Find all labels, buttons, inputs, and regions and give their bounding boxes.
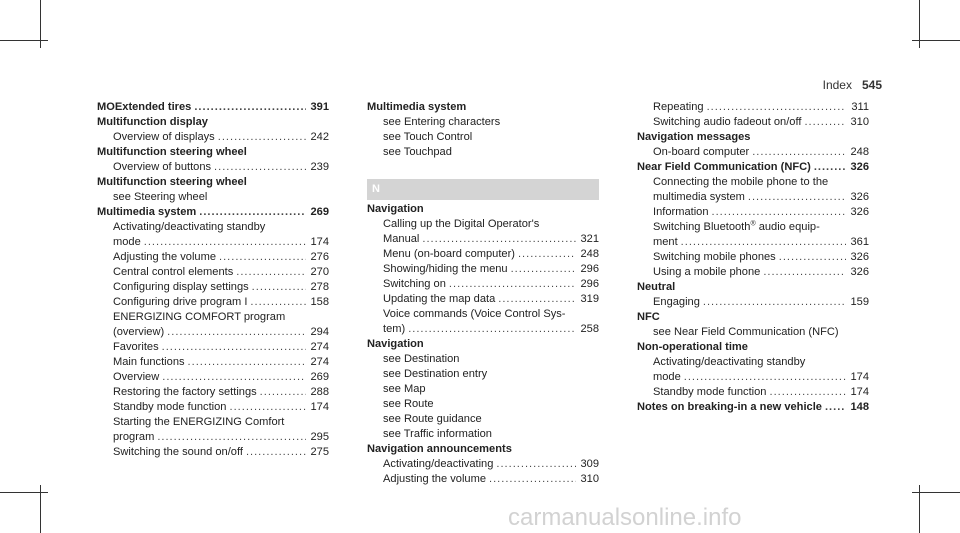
entry-text: mode [653,371,681,383]
index-subentry[interactable] [97,445,329,460]
dot-leader [162,370,306,385]
index-entry [637,310,869,325]
dot-leader [144,235,306,250]
dot-leader [422,232,576,247]
entry-text: see Traffic information [383,428,492,440]
index-subentry [367,412,599,427]
index-subentry [367,115,599,130]
index-column-3 [637,100,869,415]
entry-text: see Near Field Communication (NFC) [653,326,839,338]
index-entry [97,145,329,160]
dot-leader [157,430,306,445]
dot-leader [229,400,306,415]
entry-text: Restoring the factory settings [113,386,257,398]
dot-leader [498,292,576,307]
page-reference[interactable]: 278 [310,281,329,293]
entry-text: see Entering characters [383,116,501,128]
entry-text: Manual [383,233,420,245]
entry-text: Switching audio fadeout on/off [653,116,802,128]
entry-text: Main functions [113,356,185,368]
index-subentry [97,310,329,325]
entry-text: Configuring drive program I [113,296,248,308]
index-entry [367,442,599,457]
dot-leader [712,205,847,220]
dot-leader [218,130,306,145]
entry-text: see Map [383,383,426,395]
page-reference[interactable]: 276 [310,251,329,263]
index-subentry[interactable] [97,325,329,340]
index-subentry[interactable] [637,265,869,280]
page-reference[interactable]: 275 [310,446,329,458]
entry-text: see Destination [383,353,460,365]
dot-leader [489,472,576,487]
entry-text: NFC [637,311,660,323]
dot-leader [496,457,576,472]
dot-leader [250,295,306,310]
entry-text: Multifunction display [97,116,208,128]
entry-text: Activating/deactivating [383,458,494,470]
index-subentry [367,427,599,442]
entry-text: Switching mobile phones [653,251,776,263]
page-reference[interactable]: 158 [310,296,329,308]
entry-text: Standby mode function [113,401,227,413]
index-subentry[interactable] [637,205,869,220]
index-entry [637,340,869,355]
index-subentry[interactable] [97,385,329,400]
dot-leader [703,295,846,310]
entry-text: Non-operational time [637,341,748,353]
entry-text: Activating/deactivating standby [653,356,806,368]
index-entry [367,202,599,217]
page-reference[interactable]: 311 [851,101,869,113]
entry-text: Multifunction steering wheel [97,176,247,188]
index-subentry[interactable] [97,430,329,445]
index-subentry [367,217,599,232]
watermark: carmanualsonline.info [508,504,742,531]
index-entry [97,175,329,190]
entry-text: MOExtended tires [97,101,192,113]
entry-text: Configuring display settings [113,281,249,293]
page-reference[interactable]: 248 [850,146,869,158]
index-subentry[interactable] [637,190,869,205]
index-subentry[interactable] [97,265,329,280]
index-subentry[interactable] [637,250,869,265]
entry-text: Multifunction steering wheel [97,146,247,158]
index-column-2 [367,100,599,487]
index-subentry[interactable] [97,295,329,310]
index-subentry[interactable] [97,370,329,385]
dot-leader [814,160,846,175]
crop-mark [912,40,960,41]
dot-leader [825,400,846,415]
dot-leader [748,190,846,205]
index-subentry [97,190,329,205]
superscript-mark: ® [750,220,756,228]
page-reference[interactable]: 319 [580,293,599,305]
entry-text: Central control elements [113,266,234,278]
entry-text: ENERGIZING COMFORT program [113,311,286,323]
page-reference[interactable]: 159 [850,296,869,308]
entry-text: Using a mobile phone [653,266,761,278]
dot-leader [252,280,306,295]
page-reference[interactable]: 326 [850,191,869,203]
index-subentry[interactable] [637,145,869,160]
page-reference[interactable]: 310 [580,473,599,485]
dot-leader [167,325,306,340]
dot-leader [214,160,306,175]
spacer [367,160,599,175]
page-reference[interactable]: 242 [310,131,329,143]
dot-leader [518,247,576,262]
index-subentry[interactable] [367,262,599,277]
index-entry[interactable] [97,205,329,220]
page-reference[interactable]: 270 [310,266,329,278]
page-reference[interactable]: 309 [580,458,599,470]
index-subentry [367,307,599,322]
entry-text: Navigation [367,203,424,215]
dot-leader [449,277,576,292]
entry-text: multimedia system [653,191,745,203]
page-reference[interactable]: 288 [310,386,329,398]
index-subentry [637,355,869,370]
dot-leader [779,250,846,265]
entry-text: Overview of displays [113,131,215,143]
index-subentry [367,367,599,382]
page-reference[interactable]: 258 [580,323,599,335]
dot-leader [188,355,306,370]
index-subentry[interactable] [637,115,869,130]
entry-text-continued: audio equip- [755,221,820,233]
index-subentry [97,415,329,430]
dot-leader [199,205,306,220]
index-subentry [367,382,599,397]
page-number: 545 [861,78,882,92]
dot-leader [408,322,576,337]
index-subentry [637,220,869,235]
dot-leader [162,340,306,355]
page-reference[interactable]: 361 [850,236,869,248]
entry-text: see Steering wheel [113,191,208,203]
entry-text: see Route [383,398,434,410]
entry-text: Engaging [653,296,700,308]
page-reference[interactable]: 321 [580,233,599,245]
index-subentry[interactable] [637,370,869,385]
entry-text: see Touchpad [383,146,452,158]
page-reference[interactable]: 174 [310,401,329,413]
page-reference[interactable]: 326 [850,161,869,173]
index-subentry[interactable] [97,235,329,250]
page-reference[interactable]: 148 [850,401,869,413]
entry-text: Navigation announcements [367,443,512,455]
dot-leader [681,235,846,250]
entry-text: Calling up the Digital Operator's [383,218,540,230]
entry-text: Voice commands (Voice Control Sys- [383,308,566,320]
index-subentry[interactable] [367,457,599,472]
dot-leader [260,385,306,400]
page-reference[interactable]: 391 [310,101,329,113]
page-reference[interactable]: 295 [310,431,329,443]
index-subentry [637,325,869,340]
crop-mark [0,40,48,41]
dot-leader [684,370,846,385]
index-subentry[interactable] [637,100,869,115]
entry-text: program [113,431,155,443]
page-reference[interactable]: 296 [580,263,599,275]
index-subentry[interactable] [637,235,869,250]
entry-text: Multimedia system [97,206,197,218]
index-subentry [97,220,329,235]
page-reference[interactable]: 326 [850,266,869,278]
index-subentry[interactable] [97,250,329,265]
dot-leader [246,445,306,460]
entry-text: Switching Bluetooth [653,221,751,233]
index-subentry[interactable] [97,355,329,370]
page-reference[interactable]: 239 [310,161,329,173]
page-reference[interactable]: 174 [850,386,869,398]
entry-text: Information [653,206,709,218]
index-subentry[interactable] [367,472,599,487]
entry-text: Starting the ENERGIZING Comfort [113,416,285,428]
index-entry [367,337,599,352]
header-section: Index [822,78,852,92]
page-reference[interactable]: 274 [310,341,329,353]
index-subentry [367,145,599,160]
page-reference[interactable]: 294 [310,326,329,338]
entry-text: Connecting the mobile phone to the [653,176,829,188]
index-column-1 [97,100,329,460]
page-header [823,78,882,92]
page-reference[interactable]: 274 [310,356,329,368]
entry-text: Navigation messages [637,131,751,143]
index-subentry[interactable] [97,130,329,145]
entry-text: Updating the map data [383,293,496,305]
entry-text: Notes on breaking-in a new vehicle [637,401,822,413]
index-subentry [367,130,599,145]
section-letter-bar: N [367,179,599,200]
entry-text: Favorites [113,341,159,353]
entry-text: On-board computer [653,146,750,158]
page-reference[interactable]: 296 [580,278,599,290]
index-subentry[interactable] [367,247,599,262]
entry-text: Adjusting the volume [113,251,216,263]
index-subentry [637,175,869,190]
entry-text: Neutral [637,281,676,293]
dot-leader [236,265,306,280]
dot-leader [769,385,846,400]
index-entry [367,100,599,115]
entry-text: Overview [113,371,160,383]
entry-text: ment [653,236,678,248]
index-subentry[interactable] [637,295,869,310]
crop-mark [0,492,48,493]
page-reference[interactable]: 310 [850,116,869,128]
page-reference[interactable]: 326 [850,206,869,218]
index-subentry [367,397,599,412]
entry-text: Near Field Communication (NFC) [637,161,811,173]
page-reference[interactable]: 269 [310,371,329,383]
dot-leader [511,262,576,277]
entry-text: Multimedia system [367,101,467,113]
dot-leader [804,115,846,130]
entry-text: see Route guidance [383,413,482,425]
entry-text: Switching on [383,278,446,290]
index-entry [637,130,869,145]
index-subentry[interactable] [637,385,869,400]
entry-text: Switching the sound on/off [113,446,243,458]
index-subentry[interactable] [367,277,599,292]
index-entry[interactable] [97,100,329,115]
crop-mark [912,492,960,493]
entry-text: see Touch Control [383,131,473,143]
index-entry [637,280,869,295]
index-subentry[interactable] [367,232,599,247]
dot-leader [763,265,846,280]
entry-text: Menu (on-board computer) [383,248,515,260]
entry-text: Navigation [367,338,424,350]
index-subentry[interactable] [97,280,329,295]
entry-text: Repeating [653,101,704,113]
entry-text: see Destination entry [383,368,488,380]
dot-leader [194,100,306,115]
index-subentry[interactable] [367,292,599,307]
entry-text: Activating/deactivating standby [113,221,266,233]
index-subentry [367,352,599,367]
index-subentry[interactable] [97,340,329,355]
page-reference[interactable]: 174 [850,371,869,383]
page-reference[interactable]: 248 [580,248,599,260]
index-entry [97,115,329,130]
dot-leader [752,145,846,160]
entry-text: Adjusting the volume [383,473,486,485]
entry-text: (overview) [113,326,165,338]
entry-text: mode [113,236,141,248]
index-subentry[interactable] [97,160,329,175]
entry-text: Standby mode function [653,386,767,398]
page-reference[interactable]: 326 [850,251,869,263]
entry-text: Showing/hiding the menu [383,263,508,275]
dot-leader [219,250,306,265]
dot-leader [707,100,846,115]
page-reference[interactable]: 174 [310,236,329,248]
index-entry[interactable] [637,400,869,415]
page-reference[interactable]: 269 [310,206,329,218]
entry-text: tem) [383,323,406,335]
index-subentry[interactable] [367,322,599,337]
index-subentry[interactable] [97,400,329,415]
index-entry[interactable] [637,160,869,175]
entry-text: Overview of buttons [113,161,212,173]
